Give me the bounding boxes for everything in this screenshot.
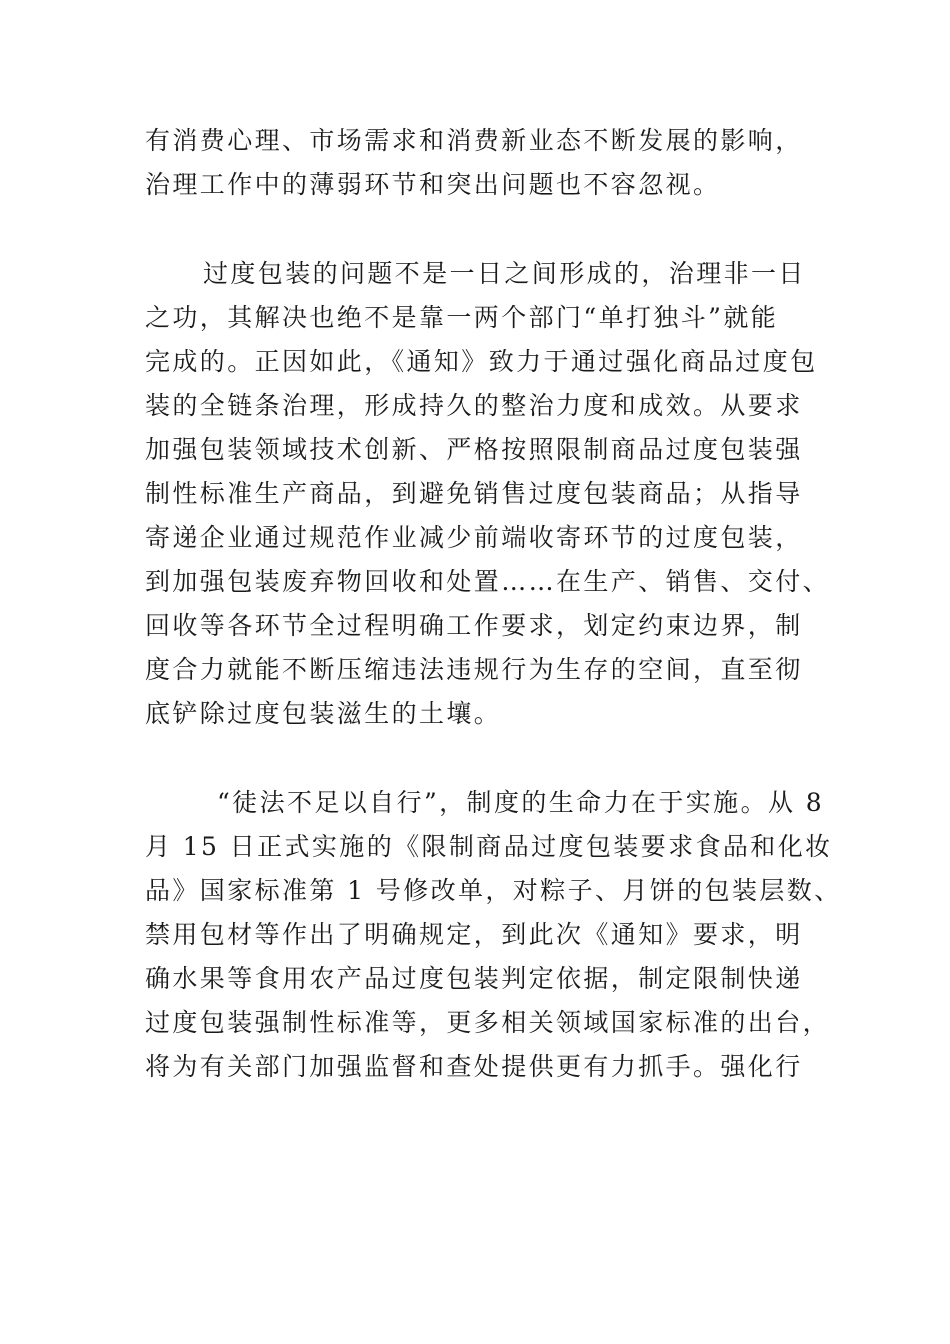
paragraph-line: 品》国家标准第 1 号修改单，对粽子、月饼的包装层数、 (145, 876, 842, 905)
paragraph-line: 完成的。正因如此，《通知》致力于通过强化商品过度包 (145, 347, 818, 376)
paragraph-line: 有消费心理、市场需求和消费新业态不断发展的影响， (145, 126, 803, 155)
paragraph-line: 之功，其解决也绝不是靠一两个部门“单打独斗”就能 (145, 303, 779, 332)
paragraph-line: 装的全链条治理，形成持久的整治力度和成效。从要求 (145, 391, 803, 420)
paragraph-line: 月 15 日正式实施的《限制商品过度包装要求食品和化妆 (145, 832, 833, 861)
paragraph-line: 加强包装领域技术创新、严格按照限制商品过度包装强 (145, 435, 803, 464)
paragraph-line: 过度包装的问题不是一日之间形成的，治理非一日 (203, 259, 806, 288)
paragraph-line: 将为有关部门加强监督和查处提供更有力抓手。强化行 (145, 1052, 803, 1081)
paragraph-line: 底铲除过度包装滋生的土壤。 (145, 699, 502, 728)
paragraph-line: 过度包装强制性标准等，更多相关领域国家标准的出台， (145, 1008, 831, 1037)
paragraph-line: 确水果等食用农产品过度包装判定依据，制定限制快递 (145, 964, 803, 993)
paragraph-line: 治理工作中的薄弱环节和突出问题也不容忽视。 (145, 170, 721, 199)
paragraph-line: “徒法不足以自行”，制度的生命力在于实施。从 8 (217, 788, 825, 817)
paragraph-line: 制性标准生产商品，到避免销售过度包装商品；从指导 (145, 479, 803, 508)
paragraph-line: 回收等各环节全过程明确工作要求，划定约束边界，制 (145, 611, 803, 640)
paragraph-line: 到加强包装废弃物回收和处置……在生产、销售、交付、 (145, 567, 831, 596)
paragraph-line: 寄递企业通过规范作业减少前端收寄环节的过度包装， (145, 523, 803, 552)
paragraph-line: 禁用包材等作出了明确规定，到此次《通知》要求，明 (145, 920, 803, 949)
paragraph-line: 度合力就能不断压缩违法违规行为生存的空间，直至彻 (145, 655, 803, 684)
